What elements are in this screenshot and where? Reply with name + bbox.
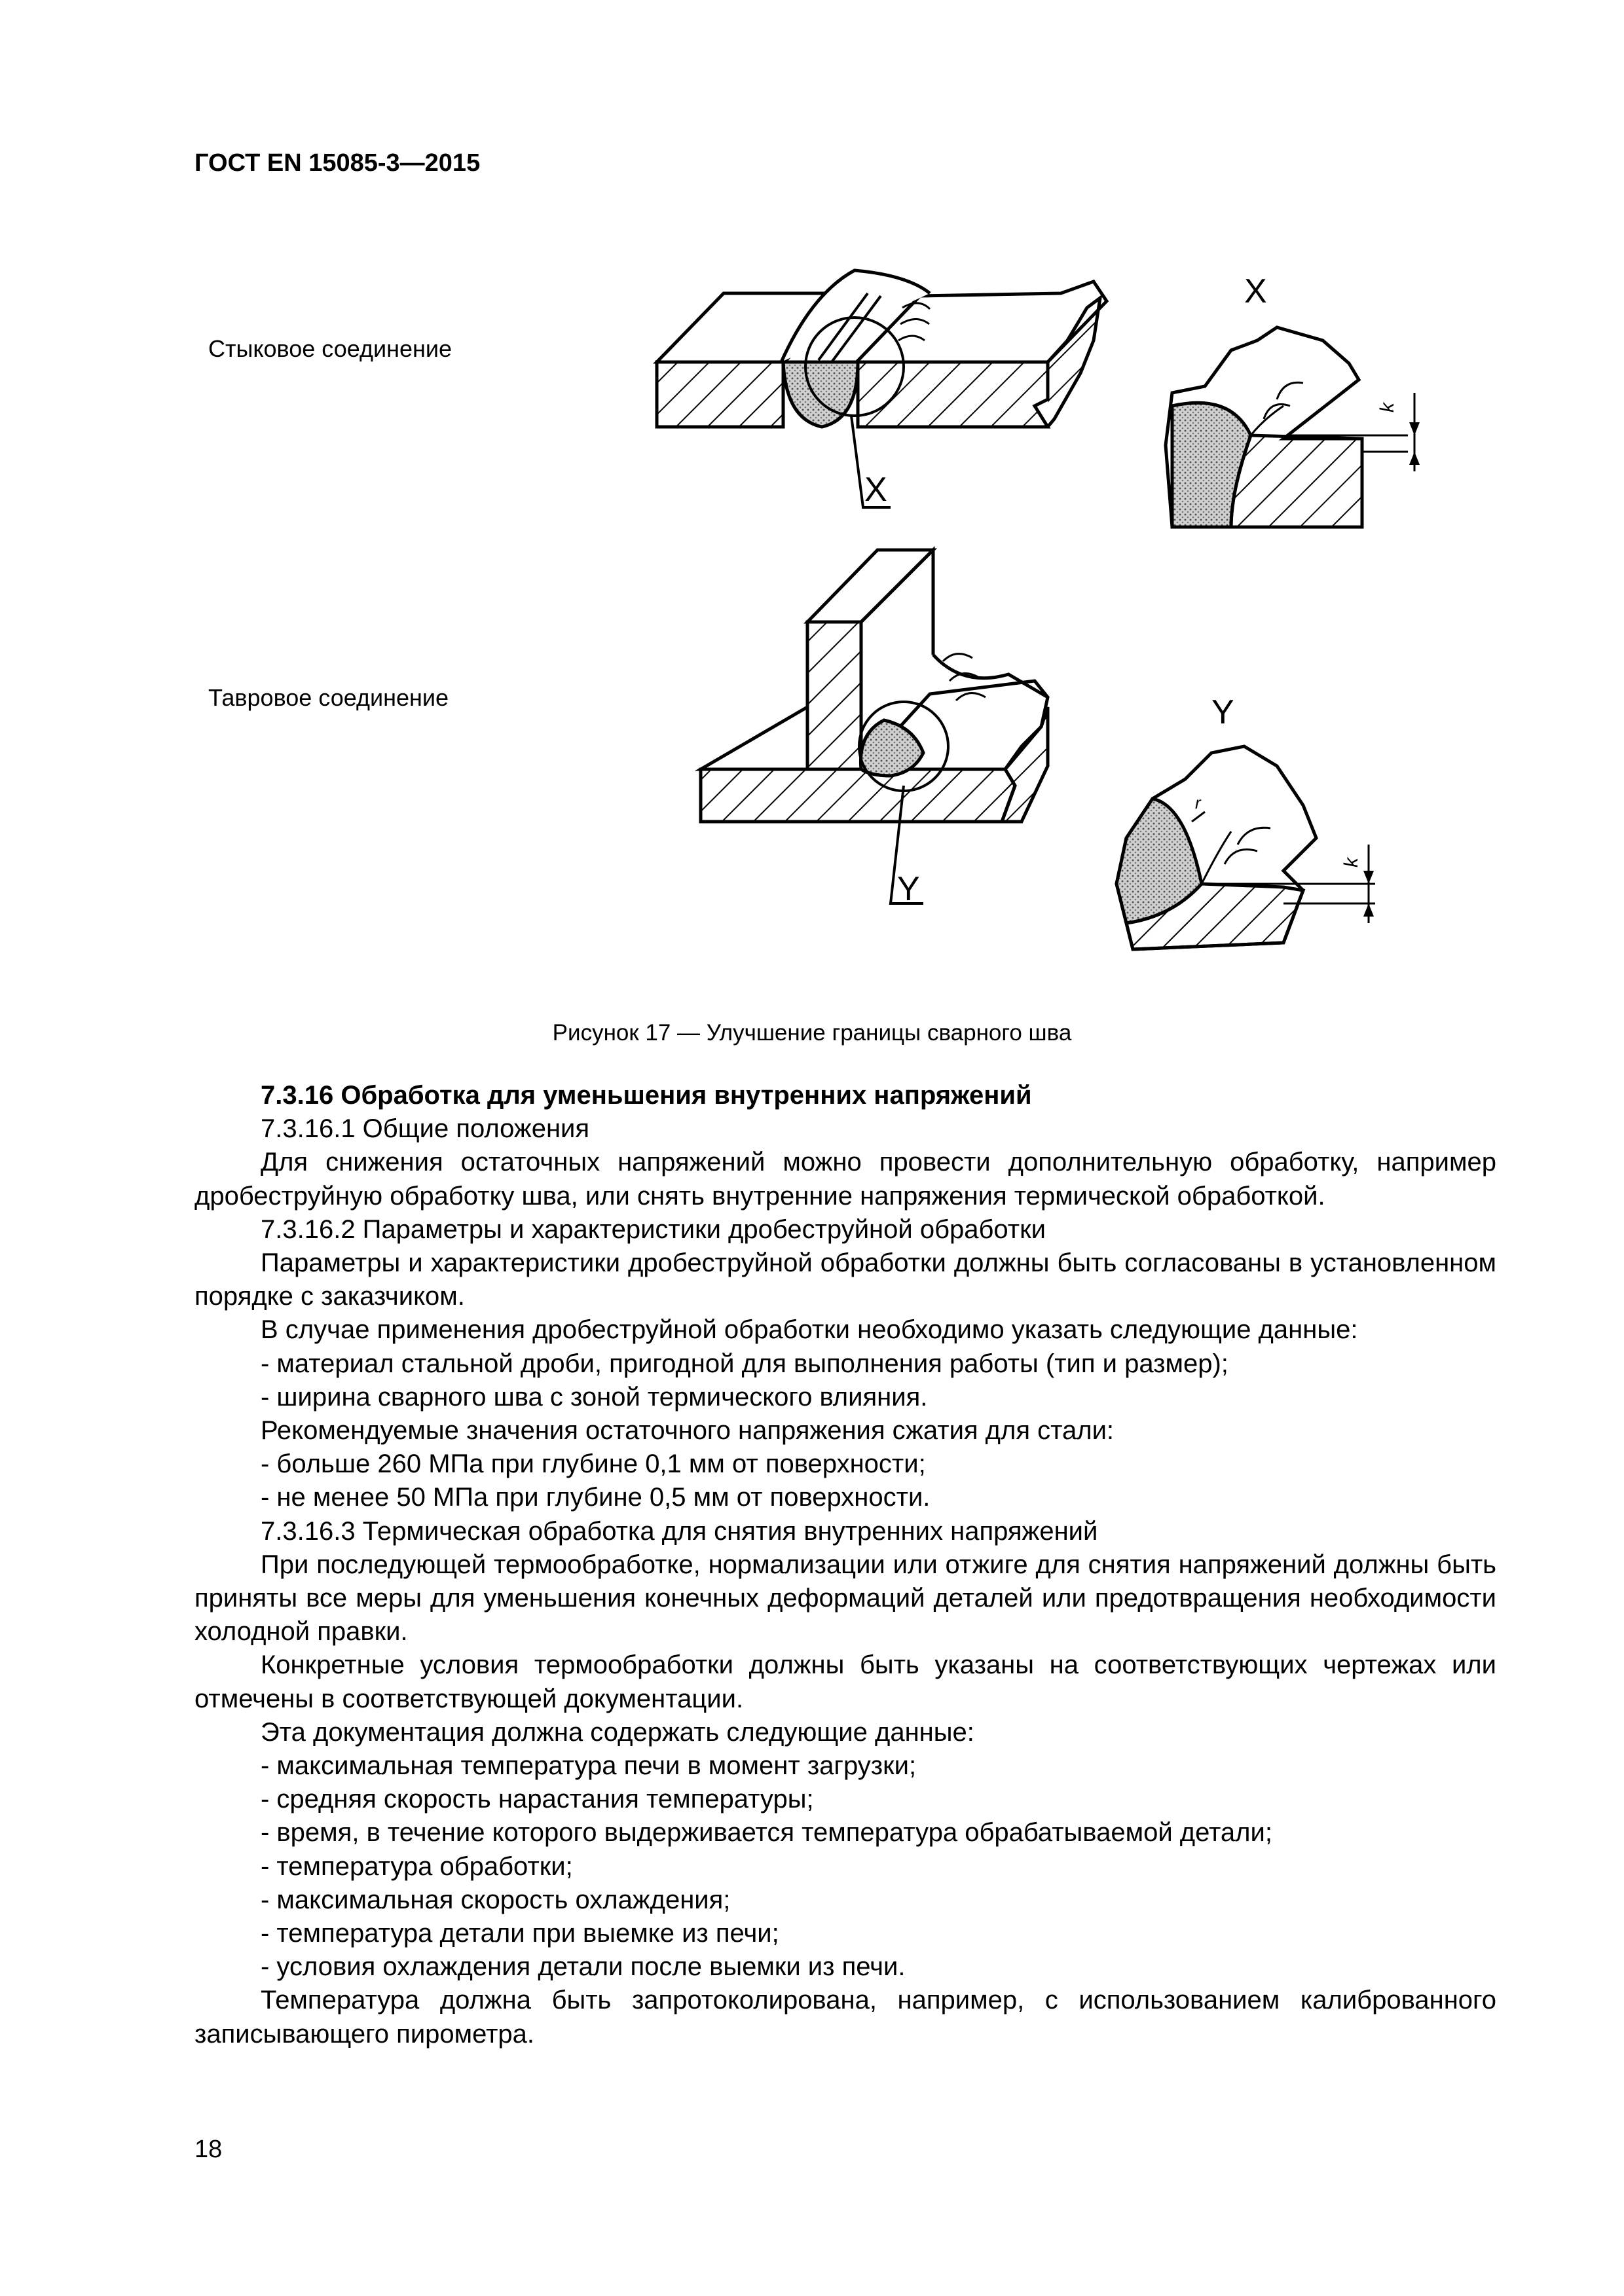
detail-x-dim-k: k [1376,403,1398,412]
list-item: - максимальная температура печи в момент загрузки; [261,1751,917,1781]
detail-x-drawing [1166,327,1420,527]
tee-joint-drawing [701,550,1048,903]
list-item: - температура обработки; [261,1851,573,1881]
list-item: - время, в течение которого выдерживается температура обрабатываемой детали; [261,1818,1272,1848]
paragraph: При последующей термообработке, нормализации или отжиге для снятия напряжений должны быть приняты все меры для уменьшения конечных деформаций деталей или предотвращения необходимости холодной правки. [194,1550,1496,1647]
detail-y-drawing [1116,746,1375,949]
list-item: - температура детали при выемке из печи; [261,1919,779,1948]
detail-y-title: Y [1211,693,1234,731]
list-item: - максимальная скорость охлаждения; [261,1885,731,1914]
subsection-title: 7.3.16.1 Общие положения [261,1114,590,1144]
paragraph: В случае применения дробеструйной обработки необходимо указать следующие данные: [261,1315,1358,1345]
paragraph: Эта документация должна содержать следующие данные: [261,1717,974,1747]
list-item: - больше 260 МПа при глубине 0,1 мм от поверхности; [261,1449,926,1479]
detail-y-dim-k: k [1340,858,1362,867]
paragraph: Для снижения остаточных напряжений можно провести дополнительную обработку, например дробеструйную обработку шва, или снять внутренние напряжения термической обработкой. [194,1148,1496,1211]
subsection-title: 7.3.16.3 Термическая обработка для снятия внутренних напряжений [261,1516,1098,1546]
list-item: - не менее 50 МПа при глубине 0,5 мм от поверхности. [261,1483,931,1512]
list-item: - средняя скорость нарастания температуры; [261,1785,814,1814]
subsection-title: 7.3.16.2 Параметры и характеристики дробеструйной обработки [261,1214,1046,1244]
list-item: - ширина сварного шва с зоной термического влияния. [261,1382,928,1412]
callout-y: Y [897,870,920,908]
detail-x-title: X [1244,272,1267,310]
paragraph: Параметры и характеристики дробеструйной обработки должны быть согласованы в установленном порядке с заказчиком. [194,1248,1496,1311]
section-heading: 7.3.16 Обработка для уменьшения внутренних напряжений [261,1081,1032,1110]
list-item: - материал стальной дроби, пригодной для выполнения работы (тип и размер); [261,1349,1228,1378]
callout-x: X [864,471,887,509]
paragraph: Конкретные условия термообработки должны быть указаны на соответствующих чертежах или отмечены в соответствующей документации. [194,1650,1496,1713]
detail-y-dim-r: r [1195,793,1201,812]
document-header: ГОСТ EN 15085-3—2015 [194,149,481,177]
weld-figure [0,0,1624,1008]
label-tee-joint: Тавровое соединение [208,684,449,711]
paragraph: Рекомендуемые значения остаточного напряжения сжатия для стали: [261,1416,1115,1446]
figure-caption: Рисунок 17 — Улучшение границы сварного шва [552,1020,1072,1046]
label-butt-joint: Стыковое соединение [208,335,452,362]
paragraph: Температура должна быть запротоколирована, например, с использованием калиброванного записывающего пирометра. [194,1986,1496,2049]
list-item: - условия охлаждения детали после выемки из печи. [261,1952,906,1982]
body-text [194,1079,1496,2051]
page-number: 18 [194,2136,223,2163]
